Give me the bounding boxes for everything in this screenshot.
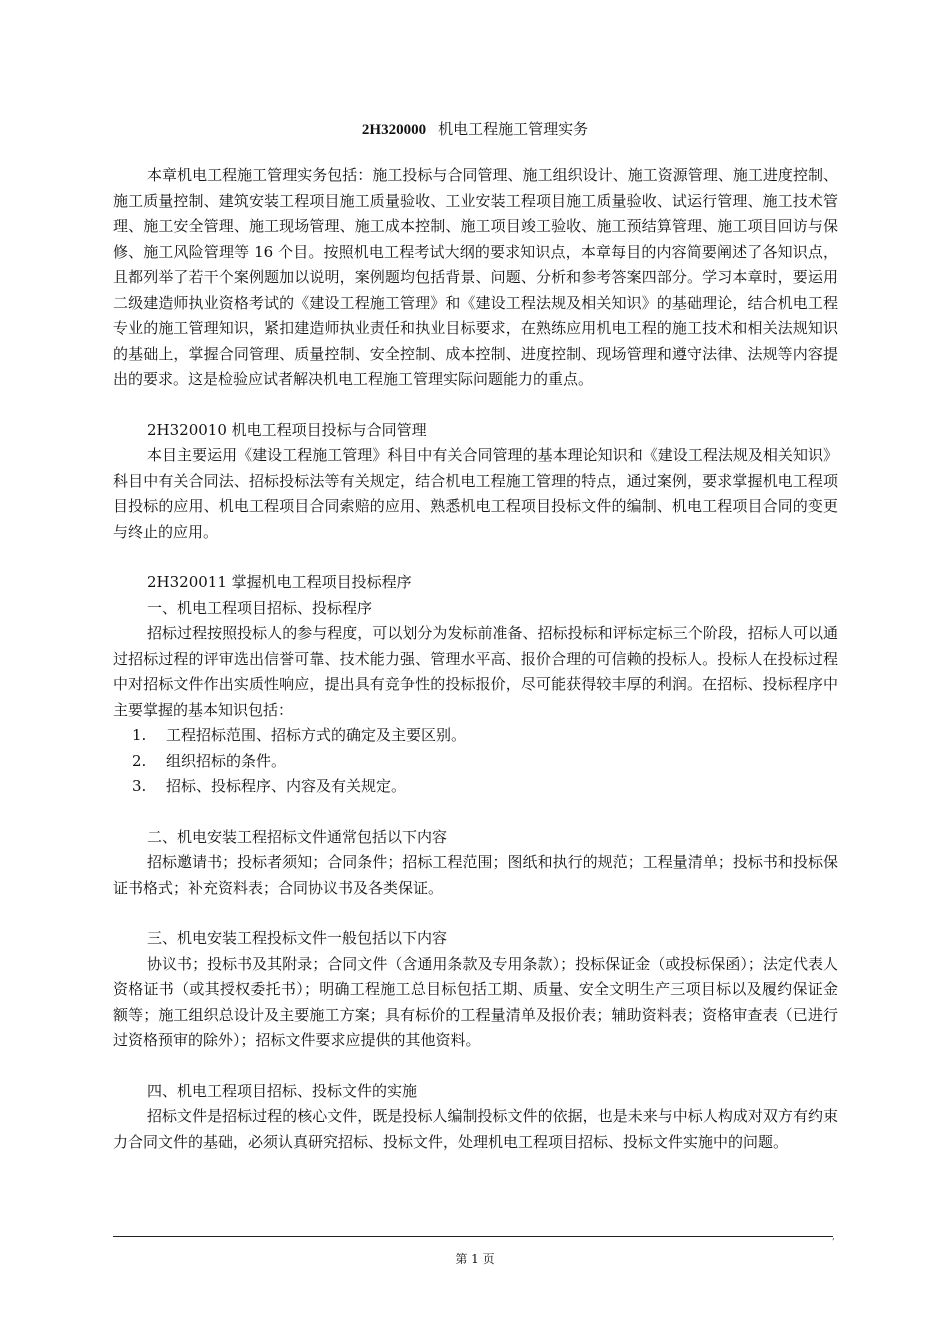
section1-heading: 2H320010 机电工程项目投标与合同管理 [147,420,427,439]
list-number: 2. [132,751,147,770]
list-text: 工程招标范围、招标方式的确定及主要区别。 [166,726,467,744]
section2-subheading: 一、机电工程项目招标、投标程序 [147,598,373,617]
list-item [113,774,838,800]
section2-paragraph: 招标过程按照投标人的参与程度，可以划分为发标前准备、招标投标和评标定标三个阶段，招标人可以通过招标过程的评审选出信誉可靠、技术能力强、管理水平高、报价合理的可信赖的投标人。投标人在投标过程中对招标文件作出实质性响应，提出具有竞争性的投标报价，尽可能获得较丰厚的利润。在招标、投标程序中主要掌握的基本知识包括： [113,624,838,719]
footer-divider [113,1236,833,1237]
section3-heading: 二、机电安装工程招标文件通常包括以下内容 [147,827,448,846]
list-text: 组织招标的条件。 [166,751,287,770]
section4-heading: 三、机电安装工程投标文件一般包括以下内容 [147,929,448,947]
list-number: 1. [132,726,147,744]
section2-heading: 2H320011 掌握机电工程项目投标程序 [147,573,412,591]
section1-paragraph: 本目主要运用《建设工程施工管理》科目中有关合同管理的基本理论知识和《建设工程法规及相关知识》科目中有关合同法、招标投标法等有关规定，结合机电工程施工管理的特点，通过案例，要求掌握机电工程项目投标的应用、机电工程项目合同索赔的应用、熟悉机电工程项目投标文件的编制、机电工程项目合同的变更与终止的应用。 [113,446,838,541]
title-code: 2H320000 [361,122,427,138]
list-text: 招标、投标程序、内容及有关规定。 [166,777,407,795]
section4-paragraph: 协议书；投标书及其附录；合同文件（含通用条款及专用条款）；投标保证金（或投标保函）；法定代表人资格证书（或其授权委托书）；明确工程施工总目标包括工期、质量、安全文明生产三项目标以及履约保证金额等；施工组织总设计及主要施工方案；具有标价的工程量清单及报价表；辅助资料表；资格审查表（已进行过资格预审的除外）；招标文件要求应提供的其他资料。 [113,954,838,1049]
section3-paragraph: 招标邀请书；投标者须知；合同条件；招标工程范围；图纸和执行的规范；工程量清单；投标书和投标保证书格式；补充资料表；合同协议书及各类保证。 [113,853,838,897]
footer-mark: , [832,1232,835,1242]
intro-paragraph: 本章机电工程施工管理实务包括：施工投标与合同管理、施工组织设计、施工资源管理、施工进度控制、施工质量控制、建筑安装工程项目施工质量验收、工业安装工程项目施工质量验收、试运行管理、施工技术管理、施工安全管理、施工现场管理、施工成本控制、施工项目竣工验收、施工预结算管理、施工项目回访与保修、施工风险管理等 16 个目。按照机电工程考试大纲的要求知识点，本章每目的内容简要阐述了各知识点，且都列举了若干个案例题加以说明，案例题均包括背景、问题、分析和参考答案四部分。学习本章时，要运用二级建造师执业资格考试的《建设工程施工管理》和《建设工程法规及相关知识》的基础理论，结合机电工程专业的施工管理知识，紧扣建造师执业责任和执业目标要求，在熟练应用机电工程的施工技术和相关法规知识的基础上，掌握合同管理、质量控制、安全控制、成本控制、进度控制、现场管理和遵守法律、法规等内容提出的要求。这是检验应试者解决机电工程施工管理实际问题能力的重点。 [113,166,838,388]
list-item [113,749,838,775]
section5-heading: 四、机电工程项目招标、投标文件的实施 [147,1081,418,1100]
page-title [0,118,950,141]
list-item [113,723,838,749]
title-text: 机电工程施工管理实务 [438,120,589,138]
section5-paragraph: 招标文件是招标过程的核心文件，既是投标人编制投标文件的依据，也是未来与中标人构成对双方有约束力合同文件的基础，必须认真研究招标、投标文件，处理机电工程项目招标、投标文件实施中的问题。 [113,1107,838,1151]
document-body [113,163,838,1155]
page-number: 第 1 页 [455,1252,495,1266]
list-number: 3. [132,777,147,795]
